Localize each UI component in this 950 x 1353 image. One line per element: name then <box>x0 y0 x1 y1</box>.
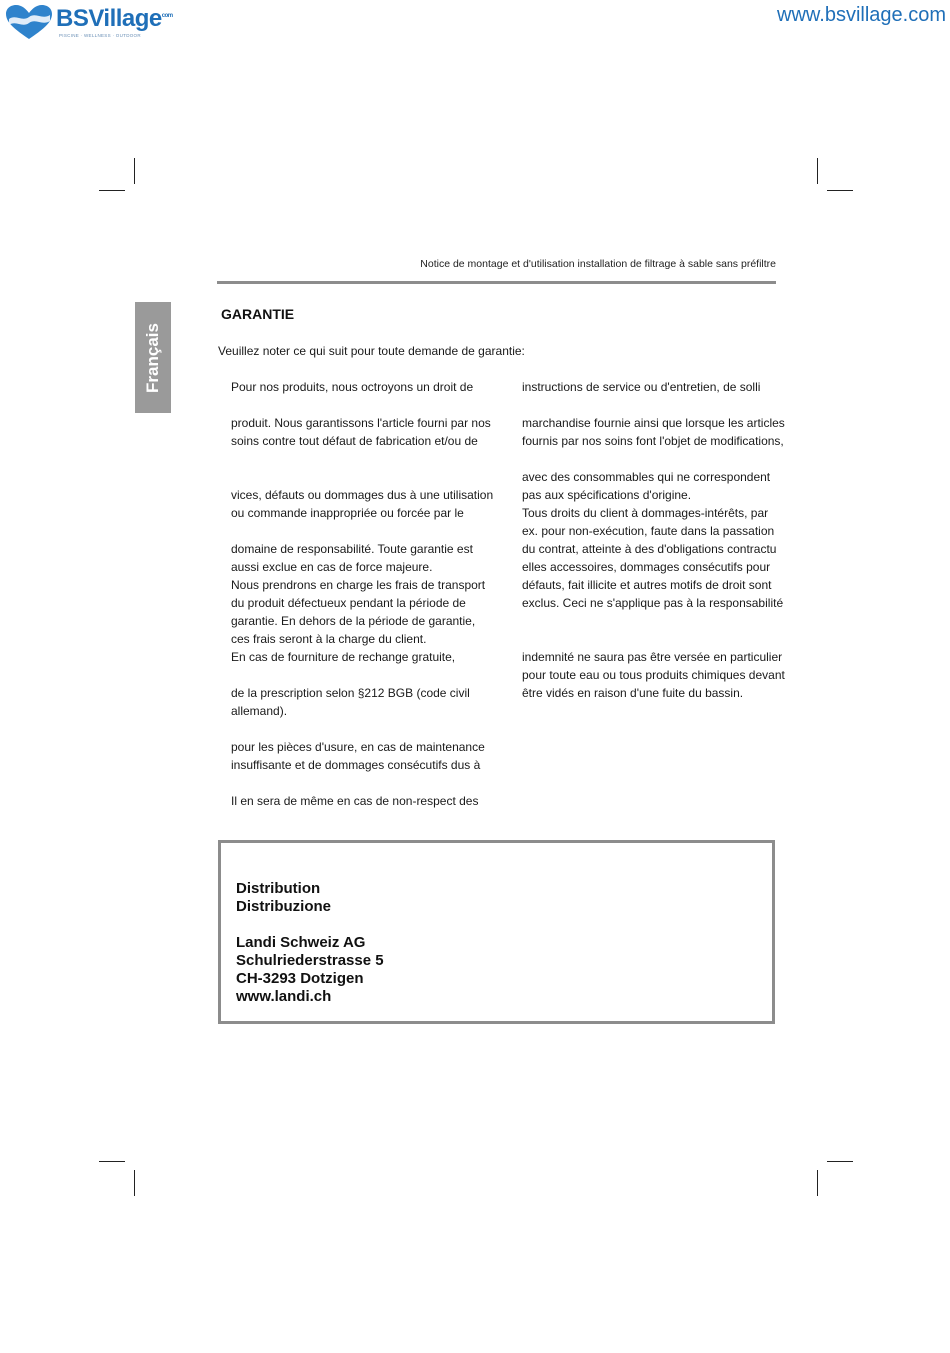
intro-text: Veuillez noter ce qui suit pour toute demande de garantie: <box>218 344 525 358</box>
language-tab <box>135 302 171 413</box>
company-name: Landi Schweiz AG <box>236 934 366 951</box>
section-title: GARANTIE <box>221 306 295 322</box>
text-line <box>231 720 501 738</box>
logo-tagline: PISCINE · WELLNESS · OUTDOOR <box>59 33 141 38</box>
text-line <box>522 630 778 648</box>
text-line: instructions de service ou d'entretien, de solli <box>522 380 761 394</box>
language-tab-label: Français <box>143 322 162 393</box>
text-line: Pour nos produits, nous octroyons un droit de <box>231 380 474 394</box>
text-line <box>231 666 501 684</box>
text-line <box>522 450 778 468</box>
text-line: de la prescription selon §212 BGB (code civil <box>231 686 470 700</box>
left-column <box>231 378 501 810</box>
text-line: ou commande inappropriée ou forcée par le <box>231 506 464 520</box>
spacer <box>236 916 384 934</box>
text-line: du produit défectueux pendant la période de <box>231 596 466 610</box>
text-line: pas aux spécifications d'origine. <box>522 488 692 502</box>
distribution-box <box>218 840 775 1024</box>
text-line: Tous droits du client à dommages-intérêts, par <box>522 506 769 520</box>
text-line <box>231 450 501 468</box>
crop-mark <box>99 190 125 191</box>
crop-mark <box>817 1170 818 1196</box>
text-line: avec des consommables qui ne correspondent <box>522 470 771 484</box>
bsvillage-logo[interactable] <box>4 2 173 42</box>
text-line: fournis par nos soins font l'objet de modifications, <box>522 434 784 448</box>
crop-mark <box>827 1161 853 1162</box>
text-line: En cas de fourniture de rechange gratuite, <box>231 650 456 664</box>
text-line: domaine de responsabilité. Toute garantie est <box>231 542 473 556</box>
text-line <box>231 522 501 540</box>
text-line: soins contre tout défaut de fabrication et/ou de <box>231 434 478 448</box>
text-line: du contrat, atteinte à des d'obligations contractu <box>522 542 777 556</box>
text-line: défauts, fait illicite et autres motifs de droit sont <box>522 578 772 592</box>
heart-wave-icon <box>4 4 54 40</box>
text-line: être vidés en raison d'une fuite du bassin. <box>522 686 744 700</box>
distribuzione-label: Distribuzione <box>236 898 332 915</box>
right-column <box>522 378 785 702</box>
text-line <box>522 396 778 414</box>
running-header: Notice de montage et d'utilisation installation de filtrage à sable sans préfiltre <box>420 258 776 270</box>
crop-mark <box>99 1161 125 1162</box>
text-line <box>231 468 501 486</box>
distribution-label: Distribution <box>236 880 321 897</box>
website-link[interactable]: www.bsvillage.com <box>777 4 946 26</box>
header-rule <box>217 281 776 284</box>
text-line: exclus. Ceci ne s'applique pas à la responsabilité <box>522 596 784 610</box>
text-line: elles accessoires, dommages consécutifs pour <box>522 560 771 574</box>
text-line: Il en sera de même en cas de non-respect des <box>231 794 479 808</box>
text-line: garantie. En dehors de la période de garantie, <box>231 614 476 628</box>
text-line: pour toute eau ou tous produits chimiques devant <box>522 668 785 682</box>
logo-text: BSVillage$^{com}$ <box>56 5 173 32</box>
text-line: ces frais seront à la charge du client. <box>231 632 427 646</box>
company-website[interactable]: www.landi.ch <box>236 988 332 1005</box>
city-address: CH-3293 Dotzigen <box>236 970 364 987</box>
crop-mark <box>134 1170 135 1196</box>
crop-mark <box>827 190 853 191</box>
crop-mark <box>134 158 135 184</box>
text-line: marchandise fournie ainsi que lorsque les articles <box>522 416 785 430</box>
text-line <box>522 612 778 630</box>
text-line: allemand). <box>231 704 288 718</box>
text-line: Nous prendrons en charge les frais de transport <box>231 578 486 592</box>
text-line: pour les pièces d'usure, en cas de maintenance <box>231 740 485 754</box>
crop-mark <box>817 158 818 184</box>
text-line <box>231 396 501 414</box>
text-line: ex. pour non-exécution, faute dans la passation <box>522 524 775 538</box>
street-address: Schulriederstrasse 5 <box>236 952 384 969</box>
text-line: produit. Nous garantissons l'article fourni par nos <box>231 416 491 430</box>
text-line: vices, défauts ou dommages dus à une utilisation <box>231 488 494 502</box>
text-line <box>231 774 501 792</box>
text-line: insuffisante et de dommages consécutifs dus à <box>231 758 481 772</box>
text-line: indemnité ne saura pas être versée en particulier <box>522 650 783 664</box>
text-line: aussi exclue en cas de force majeure. <box>231 560 433 574</box>
